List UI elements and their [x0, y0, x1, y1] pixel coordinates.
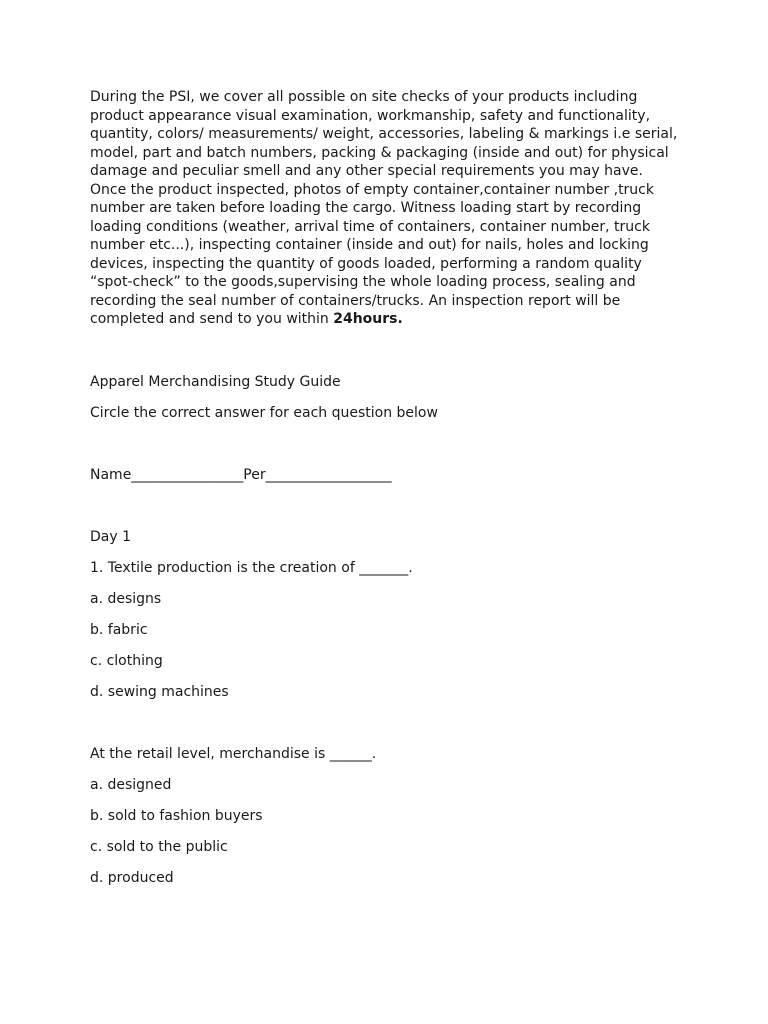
- intro-paragraph: [90, 88, 680, 329]
- question-2-prompt: At the retail level, merchandise is ______.: [90, 746, 377, 762]
- question-1-option-c: c. clothing: [90, 653, 163, 669]
- question-2-option-a: a. designed: [90, 777, 172, 793]
- name-period-line: Name________________Per__________________: [90, 467, 392, 483]
- question-1-option-b: b. fabric: [90, 622, 148, 638]
- intro-bold-tail: 24hours.: [333, 311, 403, 327]
- guide-title: Apparel Merchandising Study Guide: [90, 374, 341, 390]
- question-2-option-c: c. sold to the public: [90, 839, 228, 855]
- question-2-option-b: b. sold to fashion buyers: [90, 808, 263, 824]
- intro-text: During the PSI, we cover all possible on site checks of your products including product appearance visual examination, workmanship, safety and functionality, quantity, colors/ measurements/ weight, accessories, labeling & markings i.e serial, model, part and batch numbers, packing & packaging (inside and out) for physical damage and peculiar smell and any other special requirements you may have. Once the product inspected, photos of empty container,container number ,truck number are taken before loading the cargo. Witness loading start by recording loading conditions (weather, arrival time of containers, container number, truck number etc...), inspecting container (inside and out) for nails, holes and locking devices, inspecting the quantity of goods loaded, performing a random quality “spot-check” to the goods,supervising the whole loading process, sealing and recording the seal number of containers/trucks. An inspection report will be completed and send to you within: [90, 89, 678, 327]
- guide-instruction: Circle the correct answer for each question below: [90, 405, 438, 421]
- day-heading: Day 1: [90, 529, 132, 545]
- question-1-prompt: 1. Textile production is the creation of _______.: [90, 560, 413, 576]
- question-1-option-d: d. sewing machines: [90, 684, 229, 700]
- question-1-option-a: a. designs: [90, 591, 162, 607]
- question-2-option-d: d. produced: [90, 870, 174, 886]
